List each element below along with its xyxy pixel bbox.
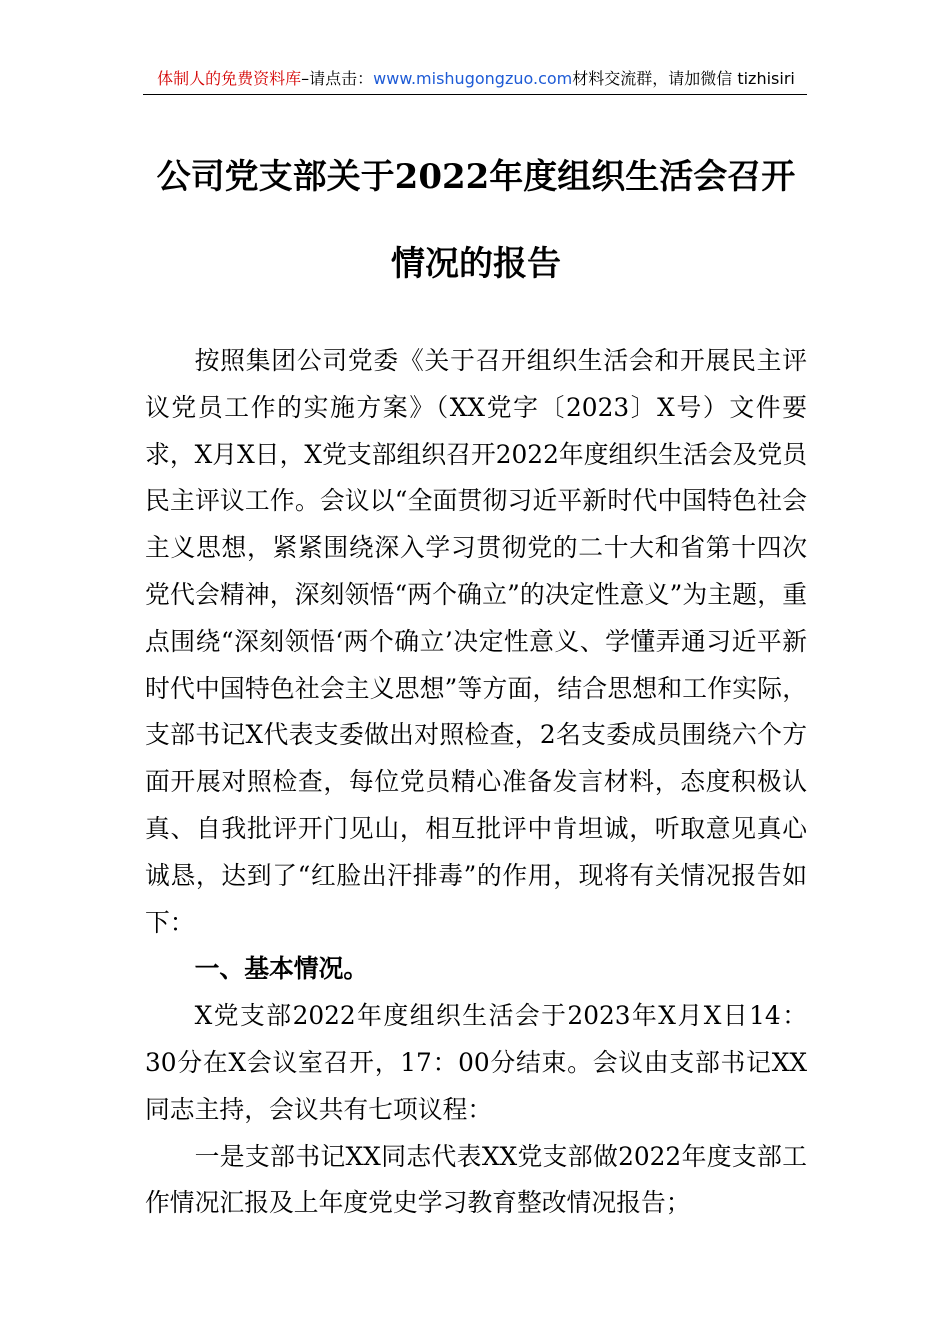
section-heading-basic-situation: 一、基本情况。 bbox=[194, 954, 369, 984]
intro-paragraph: 按照集团公司党委《关于召开组织生活会和开展民主评议党员工作的实施方案》（XX党字〔2023〕X号）文件要求，X月X日，X党支部组织召开2022年度组织生活会及党员民主评议工作。会议以“全面贯彻习近平新时代中国特色社会主义思想，紧紧围绕深入学习贯彻党的二十大和省第十四次党代会精神，深刻领悟“两个确立”的决定性意义”为主题，重点围绕“深刻领悟‘两个确立’决定性意义、学懂弄通习近平新时代中国特色社会主义思想”等方面，结合思想和工作实际，支部书记X代表支委做出对照检查，2名支委成员围绕六个方面开展对照检查，每位党员精心准备发言材料，态度积极认真、自我批评开门见山，相互批评中肯坦诚，听取意见真心诚恳，达到了“红脸出汗排毒”的作用，现将有关情况报告如下： bbox=[145, 346, 807, 937]
agenda-item-1-paragraph: 一是支部书记XX同志代表XX党支部做2022年度支部工作情况汇报及上年度党史学习教育整改情况报告； bbox=[145, 1141, 807, 1218]
header-divider bbox=[143, 94, 807, 95]
header-site-name: 体制人的免费资料库 bbox=[157, 69, 302, 88]
meeting-info-paragraph: X党支部2022年度组织生活会于2023年X月X日14：30分在X会议室召开，17：00分结束。会议由支部书记XX同志主持，会议共有七项议程： bbox=[145, 1001, 807, 1124]
document-body bbox=[145, 338, 807, 1227]
header-click-prompt: –请点击： bbox=[301, 69, 374, 88]
header-url-link[interactable]: www.mishugongzuo.com bbox=[373, 69, 573, 88]
page-header bbox=[145, 66, 807, 92]
document-title-line2: 情况的报告 bbox=[391, 244, 561, 284]
document-title-line1: 公司党支部关于2022年度组织生活会召开 bbox=[156, 157, 796, 197]
header-contact: 材料交流群，请加微信 tizhisiri bbox=[572, 69, 795, 88]
